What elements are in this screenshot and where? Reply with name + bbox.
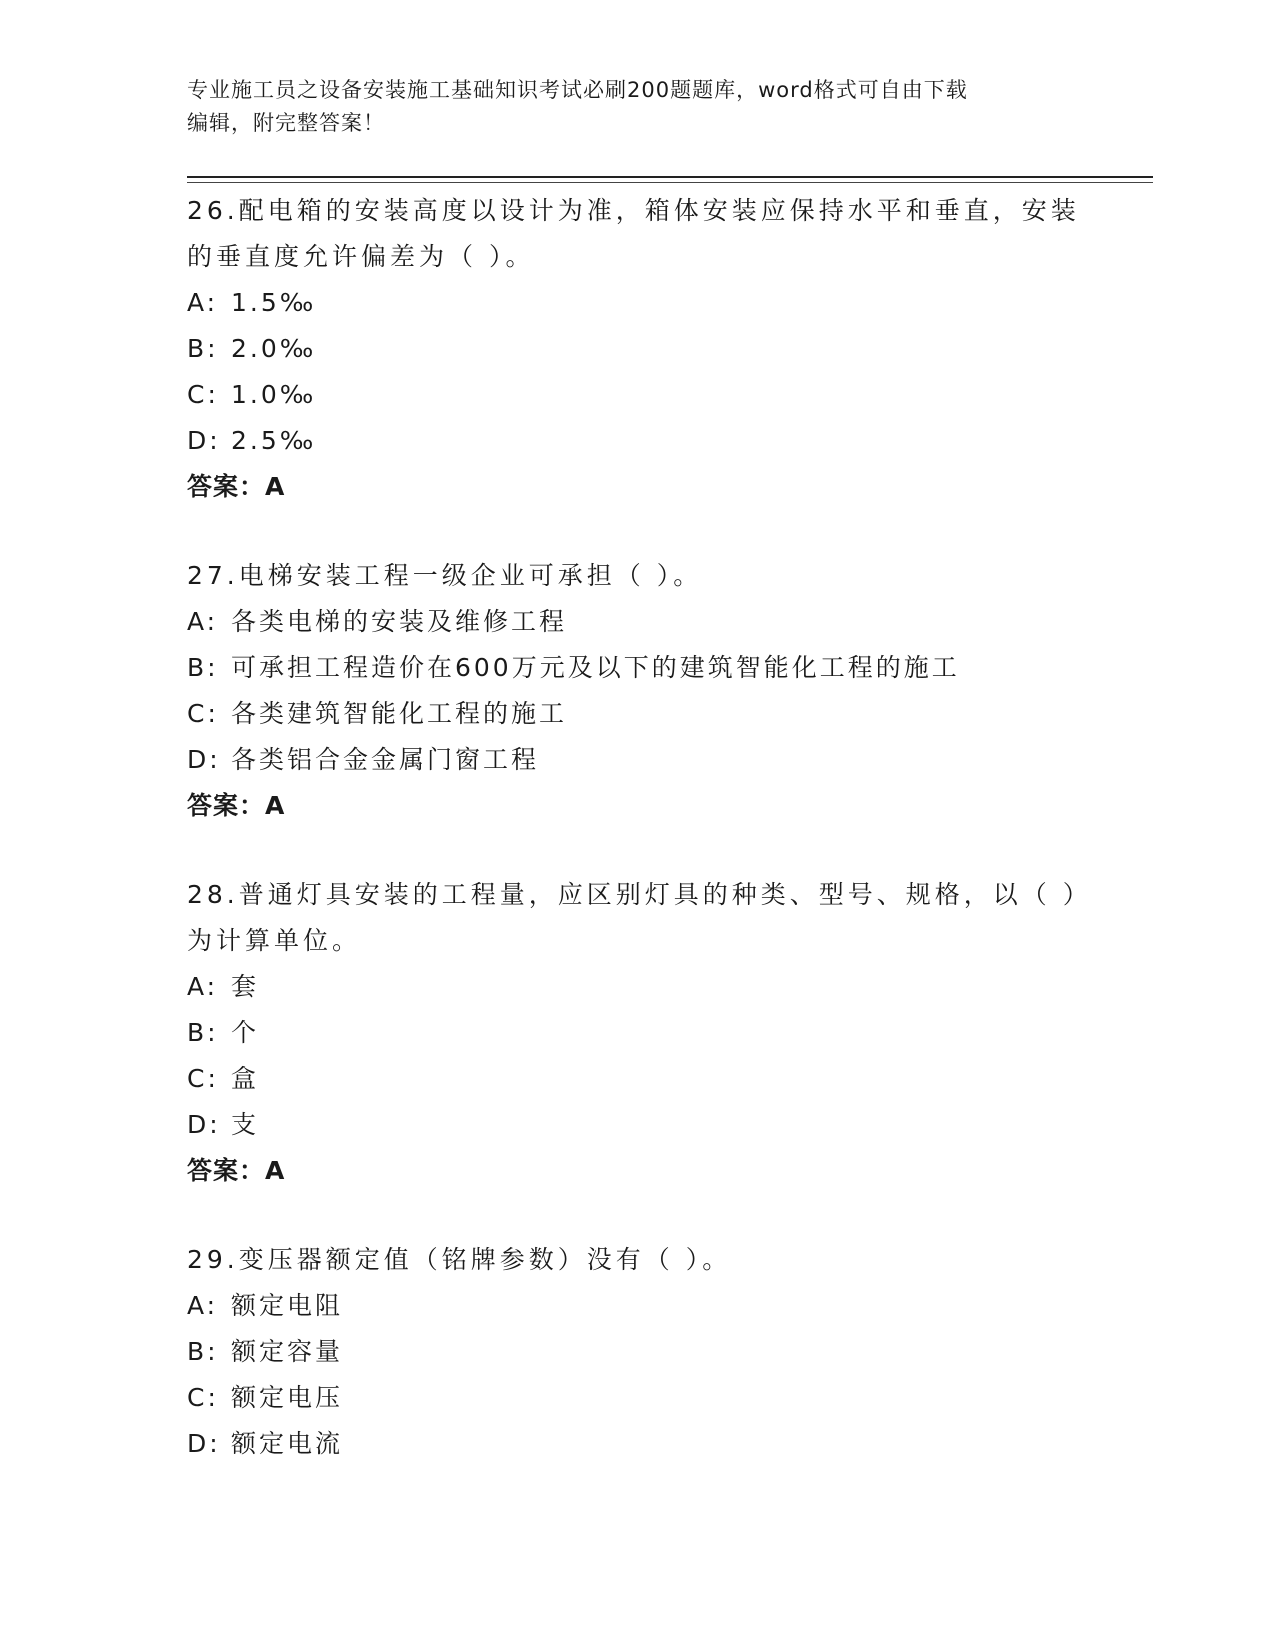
question-26 <box>187 188 1087 510</box>
option-letter: A: <box>187 288 219 317</box>
answer-label: 答案：A <box>187 791 286 820</box>
question-28 <box>187 872 1087 1194</box>
option-c <box>187 691 1087 737</box>
option-letter: C: <box>187 1383 219 1412</box>
option-a <box>187 964 1087 1010</box>
option-text: 套 <box>231 972 260 1001</box>
option-d <box>187 1421 1087 1467</box>
option-d <box>187 737 1087 783</box>
option-letter: C: <box>187 1064 219 1093</box>
option-c <box>187 372 1087 418</box>
option-letter: C: <box>187 699 219 728</box>
option-letter: D: <box>187 745 221 774</box>
option-letter: D: <box>187 1429 221 1458</box>
option-text: 各类电梯的安装及维修工程 <box>231 607 568 636</box>
header-divider-thick <box>187 176 1153 178</box>
option-text: 1.0‰ <box>231 380 317 409</box>
option-letter: D: <box>187 1110 221 1139</box>
option-letter: A: <box>187 1291 219 1320</box>
option-letter: A: <box>187 607 219 636</box>
header-line-1: 专业施工员之设备安装施工基础知识考试必刷200题题库，word格式可自由下载 <box>187 78 968 102</box>
option-text: 额定电阻 <box>231 1291 344 1320</box>
option-text: 各类铝合金金属门窗工程 <box>231 745 540 774</box>
option-letter: D: <box>187 426 221 455</box>
option-c <box>187 1056 1087 1102</box>
answer-label: 答案：A <box>187 472 286 501</box>
option-text: 各类建筑智能化工程的施工 <box>231 699 568 728</box>
option-text: 盒 <box>231 1064 260 1093</box>
option-d <box>187 1102 1087 1148</box>
option-d <box>187 418 1087 464</box>
option-text: 个 <box>231 1018 260 1047</box>
question-stem: 29.变压器额定值（铭牌参数）没有（ ）。 <box>187 1245 732 1274</box>
option-letter: B: <box>187 334 219 363</box>
option-b <box>187 326 1087 372</box>
option-text: 可承担工程造价在600万元及以下的建筑智能化工程的施工 <box>231 653 960 682</box>
option-letter: B: <box>187 1018 219 1047</box>
option-text: 1.5‰ <box>231 288 317 317</box>
question-29 <box>187 1237 1087 1467</box>
header-line-2: 编辑，附完整答案！ <box>187 111 385 135</box>
document-header <box>187 74 1067 140</box>
option-c <box>187 1375 1087 1421</box>
option-letter: C: <box>187 380 219 409</box>
option-b <box>187 1329 1087 1375</box>
option-b <box>187 645 1087 691</box>
question-stem: 26.配电箱的安装高度以设计为准，箱体安装应保持水平和垂直，安装的垂直度允许偏差为（ ）。 <box>187 196 1080 271</box>
option-text: 支 <box>231 1110 260 1139</box>
option-a <box>187 280 1087 326</box>
option-text: 2.0‰ <box>231 334 317 363</box>
answer-label: 答案：A <box>187 1156 286 1185</box>
question-list <box>187 188 1087 1467</box>
option-a <box>187 599 1087 645</box>
header-divider-thin <box>187 182 1153 183</box>
option-text: 额定电压 <box>231 1383 344 1412</box>
option-text: 额定电流 <box>231 1429 344 1458</box>
option-letter: B: <box>187 653 219 682</box>
option-letter: B: <box>187 1337 219 1366</box>
option-a <box>187 1283 1087 1329</box>
option-text: 2.5‰ <box>231 426 317 455</box>
option-text: 额定容量 <box>231 1337 344 1366</box>
option-letter: A: <box>187 972 219 1001</box>
question-27 <box>187 553 1087 829</box>
option-b <box>187 1010 1087 1056</box>
question-stem: 28.普通灯具安装的工程量，应区别灯具的种类、型号、规格，以（ ）为计算单位。 <box>187 880 1080 955</box>
question-stem: 27.电梯安装工程一级企业可承担（ ）。 <box>187 561 703 590</box>
